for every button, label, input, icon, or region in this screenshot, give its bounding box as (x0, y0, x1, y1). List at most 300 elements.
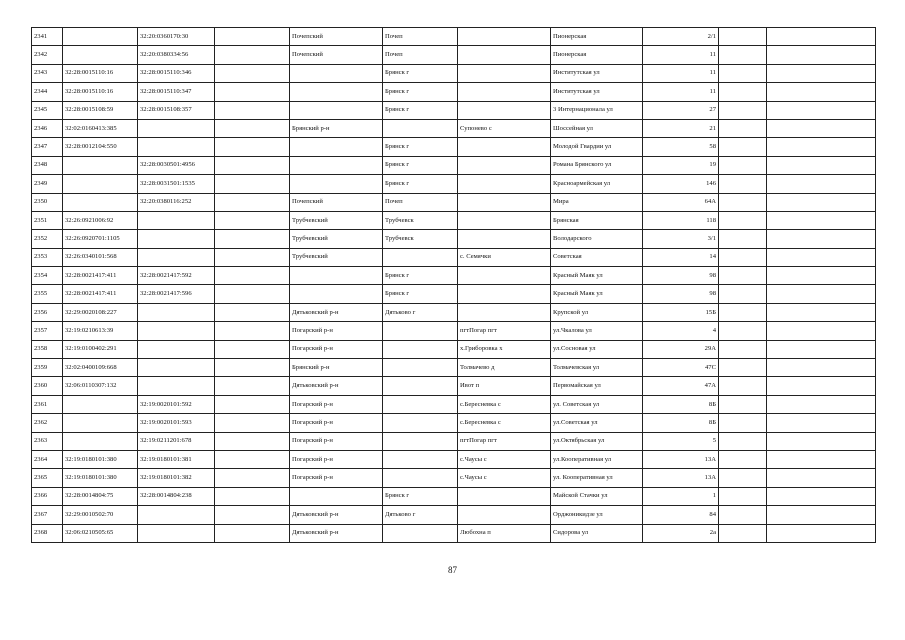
row-number-cell: 2349 (32, 175, 63, 193)
district-cell: Трубчевский (290, 211, 383, 229)
empty-cell (215, 138, 290, 156)
empty-cell (767, 340, 876, 358)
empty-cell (719, 340, 767, 358)
row-number-cell: 2354 (32, 267, 63, 285)
table-row (32, 119, 876, 137)
row-number-cell: 2365 (32, 469, 63, 487)
row-number-cell: 2355 (32, 285, 63, 303)
table-row (32, 83, 876, 101)
house-number-cell: 47А (643, 377, 719, 395)
settlement-cell: Ивот п (458, 377, 551, 395)
cadastral-number-cell: 32:28:0015110:16 (63, 83, 138, 101)
premises-cadastral-cell (138, 138, 215, 156)
district-cell (290, 101, 383, 119)
premises-cadastral-cell: 32:19:0020101:593 (138, 414, 215, 432)
row-number-cell: 2364 (32, 450, 63, 468)
row-number-cell: 2360 (32, 377, 63, 395)
cadastral-number-cell (63, 46, 138, 64)
district-cell: Почепский (290, 46, 383, 64)
empty-cell (215, 303, 290, 321)
empty-cell (719, 395, 767, 413)
house-number-cell: 98 (643, 285, 719, 303)
locality-cell: Брянск г (383, 175, 458, 193)
house-number-cell: 2а (643, 524, 719, 542)
empty-cell (767, 83, 876, 101)
district-cell: Погарский р-н (290, 450, 383, 468)
locality-cell: Дятьково г (383, 303, 458, 321)
cadastral-number-cell: 32:28:0015108:59 (63, 101, 138, 119)
locality-cell (383, 469, 458, 487)
street-cell: Пионерская (551, 28, 643, 46)
empty-cell (215, 193, 290, 211)
house-number-cell: 19 (643, 156, 719, 174)
settlement-cell (458, 46, 551, 64)
table-row (32, 322, 876, 340)
locality-cell (383, 432, 458, 450)
settlement-cell (458, 285, 551, 303)
premises-cadastral-cell: 32:19:0020101:592 (138, 395, 215, 413)
house-number-cell: 11 (643, 83, 719, 101)
empty-cell (215, 377, 290, 395)
cadastral-number-cell: 32:28:0021417:411 (63, 285, 138, 303)
table-row (32, 285, 876, 303)
cadastral-number-cell (63, 175, 138, 193)
register-sheet (31, 27, 875, 543)
settlement-cell (458, 28, 551, 46)
district-cell (290, 138, 383, 156)
empty-cell (767, 487, 876, 505)
district-cell (290, 175, 383, 193)
empty-cell (767, 46, 876, 64)
empty-cell (719, 506, 767, 524)
district-cell: Трубчевский (290, 230, 383, 248)
empty-cell (215, 487, 290, 505)
empty-cell (215, 450, 290, 468)
empty-cell (767, 432, 876, 450)
settlement-cell (458, 211, 551, 229)
house-number-cell: 84 (643, 506, 719, 524)
empty-cell (215, 101, 290, 119)
street-cell: Толмачевская ул (551, 359, 643, 377)
cadastral-number-cell (63, 28, 138, 46)
premises-cadastral-cell (138, 230, 215, 248)
row-number-cell: 2351 (32, 211, 63, 229)
street-cell: Шоссейная ул (551, 119, 643, 137)
row-number-cell: 2359 (32, 359, 63, 377)
street-cell: Красный Маяк ул (551, 285, 643, 303)
empty-cell (215, 469, 290, 487)
street-cell: 3 Интернационала ул (551, 101, 643, 119)
table-row (32, 64, 876, 82)
empty-cell (719, 101, 767, 119)
cadastral-number-cell (63, 395, 138, 413)
table-row (32, 175, 876, 193)
district-cell: Почепский (290, 193, 383, 211)
empty-cell (719, 414, 767, 432)
settlement-cell: Супонево с (458, 119, 551, 137)
house-number-cell: 64А (643, 193, 719, 211)
empty-cell (215, 46, 290, 64)
premises-cadastral-cell: 32:28:0021417:592 (138, 267, 215, 285)
empty-cell (215, 248, 290, 266)
district-cell (290, 64, 383, 82)
street-cell: ул.Сосновая ул (551, 340, 643, 358)
empty-cell (767, 359, 876, 377)
table-row (32, 524, 876, 542)
street-cell: ул. Кооперативная ул (551, 469, 643, 487)
table-row (32, 138, 876, 156)
street-cell: Сидорова ул (551, 524, 643, 542)
empty-cell (719, 46, 767, 64)
settlement-cell (458, 303, 551, 321)
district-cell: Дятьковский р-н (290, 524, 383, 542)
empty-cell (719, 377, 767, 395)
empty-cell (215, 432, 290, 450)
empty-cell (767, 469, 876, 487)
locality-cell: Дятьково г (383, 506, 458, 524)
settlement-cell: с.Бересневка с (458, 395, 551, 413)
cadastral-number-cell: 32:19:0210613:39 (63, 322, 138, 340)
empty-cell (767, 193, 876, 211)
row-number-cell: 2344 (32, 83, 63, 101)
settlement-cell: Любохна п (458, 524, 551, 542)
cadastral-number-cell: 32:28:0012104:550 (63, 138, 138, 156)
empty-cell (215, 28, 290, 46)
premises-cadastral-cell: 32:20:0380334:56 (138, 46, 215, 64)
premises-cadastral-cell: 32:28:0015110:346 (138, 64, 215, 82)
table-row (32, 303, 876, 321)
row-number-cell: 2368 (32, 524, 63, 542)
house-number-cell: 98 (643, 267, 719, 285)
street-cell: Пионерская (551, 46, 643, 64)
empty-cell (719, 175, 767, 193)
street-cell: ул. Советская ул (551, 395, 643, 413)
cadastral-number-cell: 32:26:0921006:92 (63, 211, 138, 229)
district-cell (290, 267, 383, 285)
settlement-cell (458, 267, 551, 285)
row-number-cell: 2356 (32, 303, 63, 321)
cadastral-number-cell: 32:19:0100402:291 (63, 340, 138, 358)
house-number-cell: 118 (643, 211, 719, 229)
empty-cell (719, 487, 767, 505)
row-number-cell: 2343 (32, 64, 63, 82)
row-number-cell: 2353 (32, 248, 63, 266)
table-row (32, 359, 876, 377)
empty-cell (215, 267, 290, 285)
house-number-cell: 1 (643, 487, 719, 505)
table-row (32, 211, 876, 229)
premises-cadastral-cell: 32:19:0180101:382 (138, 469, 215, 487)
empty-cell (767, 119, 876, 137)
row-number-cell: 2347 (32, 138, 63, 156)
premises-cadastral-cell (138, 322, 215, 340)
table-row (32, 101, 876, 119)
table-row (32, 340, 876, 358)
locality-cell: Трубчевск (383, 211, 458, 229)
empty-cell (767, 267, 876, 285)
locality-cell: Брянск г (383, 267, 458, 285)
cadastral-number-cell (63, 414, 138, 432)
premises-cadastral-cell: 32:28:0021417:596 (138, 285, 215, 303)
settlement-cell: Толмачево д (458, 359, 551, 377)
empty-cell (215, 83, 290, 101)
table-row (32, 377, 876, 395)
district-cell: Погарский р-н (290, 432, 383, 450)
premises-cadastral-cell: 32:19:0180101:381 (138, 450, 215, 468)
house-number-cell: 14 (643, 248, 719, 266)
settlement-cell (458, 64, 551, 82)
district-cell (290, 487, 383, 505)
cadastral-number-cell: 32:28:0021417:411 (63, 267, 138, 285)
settlement-cell (458, 83, 551, 101)
empty-cell (719, 64, 767, 82)
cadastral-number-cell: 32:06:0110307:132 (63, 377, 138, 395)
cadastral-number-cell: 32:06:0210505:65 (63, 524, 138, 542)
row-number-cell: 2358 (32, 340, 63, 358)
row-number-cell: 2348 (32, 156, 63, 174)
house-number-cell: 29А (643, 340, 719, 358)
empty-cell (767, 414, 876, 432)
street-cell: ул.Чкалова ул (551, 322, 643, 340)
locality-cell: Брянск г (383, 285, 458, 303)
row-number-cell: 2367 (32, 506, 63, 524)
street-cell: Володарского (551, 230, 643, 248)
premises-cadastral-cell (138, 359, 215, 377)
district-cell: Брянский р-н (290, 359, 383, 377)
locality-cell: Брянск г (383, 64, 458, 82)
house-number-cell: 2/1 (643, 28, 719, 46)
cadastral-number-cell: 32:19:0180101:380 (63, 469, 138, 487)
street-cell: Романа Брянского ул (551, 156, 643, 174)
row-number-cell: 2362 (32, 414, 63, 432)
locality-cell (383, 377, 458, 395)
table-row (32, 506, 876, 524)
empty-cell (767, 156, 876, 174)
district-cell: Брянский р-н (290, 119, 383, 137)
cadastral-number-cell: 32:28:0015110:16 (63, 64, 138, 82)
empty-cell (767, 285, 876, 303)
district-cell: Погарский р-н (290, 322, 383, 340)
premises-cadastral-cell (138, 119, 215, 137)
empty-cell (719, 524, 767, 542)
row-number-cell: 2352 (32, 230, 63, 248)
cadastral-number-cell (63, 193, 138, 211)
empty-cell (767, 395, 876, 413)
row-number-cell: 2341 (32, 28, 63, 46)
district-cell (290, 285, 383, 303)
empty-cell (215, 211, 290, 229)
premises-cadastral-cell (138, 524, 215, 542)
empty-cell (767, 211, 876, 229)
table-row (32, 432, 876, 450)
street-cell: Мира (551, 193, 643, 211)
empty-cell (719, 285, 767, 303)
empty-cell (719, 156, 767, 174)
district-cell: Погарский р-н (290, 340, 383, 358)
district-cell: Погарский р-н (290, 414, 383, 432)
district-cell: Дятьковский р-н (290, 303, 383, 321)
locality-cell: Трубчевск (383, 230, 458, 248)
empty-cell (767, 230, 876, 248)
cadastral-number-cell: 32:29:0020108:227 (63, 303, 138, 321)
empty-cell (719, 322, 767, 340)
page-number: 87 (448, 565, 457, 575)
table-row (32, 28, 876, 46)
street-cell: Брянская (551, 211, 643, 229)
house-number-cell: 47С (643, 359, 719, 377)
street-cell: Красноармейская ул (551, 175, 643, 193)
premises-cadastral-cell (138, 211, 215, 229)
district-cell: Дятьковский р-н (290, 377, 383, 395)
house-number-cell: 13А (643, 469, 719, 487)
district-cell (290, 156, 383, 174)
locality-cell (383, 322, 458, 340)
row-number-cell: 2342 (32, 46, 63, 64)
cadastral-number-cell: 32:02:0400109:668 (63, 359, 138, 377)
settlement-cell: с.Чаусы с (458, 450, 551, 468)
premises-cadastral-cell: 32:28:0014804:238 (138, 487, 215, 505)
premises-cadastral-cell: 32:20:0360170:30 (138, 28, 215, 46)
settlement-cell: с.Чаусы с (458, 469, 551, 487)
street-cell: Орджоникидзе ул (551, 506, 643, 524)
empty-cell (719, 248, 767, 266)
house-number-cell: 8Б (643, 414, 719, 432)
house-number-cell: 11 (643, 46, 719, 64)
house-number-cell: 146 (643, 175, 719, 193)
table-row (32, 248, 876, 266)
settlement-cell (458, 230, 551, 248)
empty-cell (767, 450, 876, 468)
empty-cell (719, 230, 767, 248)
empty-cell (215, 156, 290, 174)
empty-cell (767, 322, 876, 340)
street-cell: ул.Кооперативная ул (551, 450, 643, 468)
district-cell: Погарский р-н (290, 395, 383, 413)
street-cell: Крупской ул (551, 303, 643, 321)
empty-cell (215, 285, 290, 303)
locality-cell (383, 450, 458, 468)
empty-cell (767, 175, 876, 193)
district-cell: Погарский р-н (290, 469, 383, 487)
house-number-cell: 3/1 (643, 230, 719, 248)
table-row (32, 414, 876, 432)
table-row (32, 450, 876, 468)
district-cell: Дятьковский р-н (290, 506, 383, 524)
settlement-cell (458, 101, 551, 119)
street-cell: Институтская ул (551, 83, 643, 101)
register-table (31, 27, 876, 543)
empty-cell (215, 64, 290, 82)
street-cell: Молодой Гвардии ул (551, 138, 643, 156)
premises-cadastral-cell: 32:28:0031501:1535 (138, 175, 215, 193)
premises-cadastral-cell: 32:28:0015108:357 (138, 101, 215, 119)
locality-cell: Брянск г (383, 487, 458, 505)
row-number-cell: 2361 (32, 395, 63, 413)
row-number-cell: 2363 (32, 432, 63, 450)
empty-cell (215, 414, 290, 432)
empty-cell (719, 303, 767, 321)
locality-cell (383, 340, 458, 358)
locality-cell (383, 524, 458, 542)
house-number-cell: 8Б (643, 395, 719, 413)
empty-cell (719, 28, 767, 46)
empty-cell (719, 119, 767, 137)
premises-cadastral-cell (138, 303, 215, 321)
row-number-cell: 2366 (32, 487, 63, 505)
premises-cadastral-cell (138, 377, 215, 395)
table-row (32, 230, 876, 248)
table-row (32, 469, 876, 487)
empty-cell (719, 469, 767, 487)
locality-cell (383, 395, 458, 413)
empty-cell (719, 359, 767, 377)
empty-cell (719, 211, 767, 229)
empty-cell (767, 64, 876, 82)
row-number-cell: 2350 (32, 193, 63, 211)
street-cell: ул.Октябрьская ул (551, 432, 643, 450)
locality-cell: Брянск г (383, 156, 458, 174)
empty-cell (215, 340, 290, 358)
house-number-cell: 4 (643, 322, 719, 340)
cadastral-number-cell: 32:28:0014804:75 (63, 487, 138, 505)
settlement-cell: х.Гриборовка х (458, 340, 551, 358)
empty-cell (767, 138, 876, 156)
settlement-cell: пгтПогар пгт (458, 432, 551, 450)
locality-cell: Брянск г (383, 138, 458, 156)
row-number-cell: 2345 (32, 101, 63, 119)
house-number-cell: 27 (643, 101, 719, 119)
street-cell: Майской Стачки ул (551, 487, 643, 505)
premises-cadastral-cell (138, 340, 215, 358)
empty-cell (215, 524, 290, 542)
empty-cell (767, 248, 876, 266)
premises-cadastral-cell: 32:28:0030501:4956 (138, 156, 215, 174)
empty-cell (215, 359, 290, 377)
table-row (32, 156, 876, 174)
district-cell (290, 83, 383, 101)
empty-cell (719, 193, 767, 211)
premises-cadastral-cell: 32:20:0380116:252 (138, 193, 215, 211)
empty-cell (215, 395, 290, 413)
locality-cell: Брянск г (383, 83, 458, 101)
table-row (32, 267, 876, 285)
empty-cell (215, 322, 290, 340)
street-cell: Красный Маяк ул (551, 267, 643, 285)
house-number-cell: 21 (643, 119, 719, 137)
house-number-cell: 15Б (643, 303, 719, 321)
street-cell: Первомайская ул (551, 377, 643, 395)
empty-cell (215, 506, 290, 524)
settlement-cell: с. Семячки (458, 248, 551, 266)
empty-cell (767, 303, 876, 321)
settlement-cell (458, 506, 551, 524)
table-row (32, 193, 876, 211)
empty-cell (719, 83, 767, 101)
district-cell: Почепский (290, 28, 383, 46)
empty-cell (719, 450, 767, 468)
locality-cell (383, 359, 458, 377)
cadastral-number-cell: 32:26:0340101:568 (63, 248, 138, 266)
table-row (32, 395, 876, 413)
locality-cell: Почеп (383, 193, 458, 211)
empty-cell (719, 138, 767, 156)
settlement-cell (458, 156, 551, 174)
locality-cell (383, 414, 458, 432)
cadastral-number-cell: 32:29:0010502:70 (63, 506, 138, 524)
cadastral-number-cell: 32:26:0920701:1105 (63, 230, 138, 248)
settlement-cell (458, 193, 551, 211)
street-cell: Советская (551, 248, 643, 266)
